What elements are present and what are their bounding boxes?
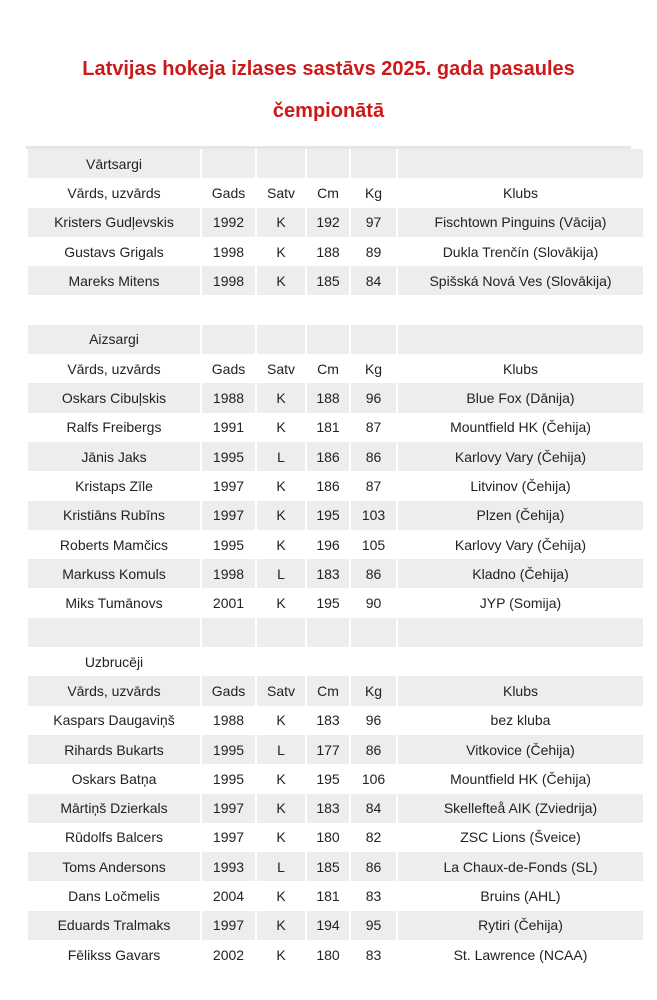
col-year-header: Gads [201, 354, 256, 383]
col-year-header: Gads [201, 178, 256, 207]
player-name: Kristiāns Rubīns [27, 501, 201, 530]
player-club: Kladno (Čehija) [397, 559, 644, 588]
player-height: 186 [306, 471, 350, 500]
player-height: 192 [306, 208, 350, 237]
player-height: 183 [306, 706, 350, 735]
player-grip: K [256, 530, 306, 559]
player-club: Karlovy Vary (Čehija) [397, 530, 644, 559]
table-row [27, 764, 644, 793]
player-grip: L [256, 852, 306, 881]
player-height: 195 [306, 501, 350, 530]
player-name: Miks Tumānovs [27, 588, 201, 617]
player-name: Fēlikss Gavars [27, 940, 201, 969]
player-height: 188 [306, 383, 350, 412]
col-club-header: Klubs [397, 178, 644, 207]
player-name: Jānis Jaks [27, 442, 201, 471]
table-row [27, 911, 644, 940]
table-row [27, 471, 644, 500]
player-year: 1998 [201, 237, 256, 266]
player-height: 188 [306, 237, 350, 266]
col-weight-header: Kg [350, 178, 397, 207]
empty-cell [256, 295, 306, 324]
roster-body [27, 149, 644, 969]
player-weight: 84 [350, 794, 397, 823]
player-weight: 97 [350, 208, 397, 237]
player-grip: K [256, 501, 306, 530]
player-club: Spišská Nová Ves (Slovākija) [397, 266, 644, 295]
player-weight: 86 [350, 559, 397, 588]
empty-cell [306, 647, 350, 676]
player-year: 1991 [201, 413, 256, 442]
player-club: Dukla Trenčín (Slovākija) [397, 237, 644, 266]
player-year: 1998 [201, 559, 256, 588]
player-grip: K [256, 706, 306, 735]
player-weight: 95 [350, 911, 397, 940]
player-grip: K [256, 237, 306, 266]
table-row [27, 413, 644, 442]
col-name-header: Vārds, uzvārds [27, 676, 201, 705]
player-weight: 86 [350, 442, 397, 471]
section-heading [27, 149, 644, 178]
table-row [27, 237, 644, 266]
player-year: 1995 [201, 764, 256, 793]
page-title [0, 0, 657, 132]
player-grip: L [256, 442, 306, 471]
player-name: Kristaps Zīle [27, 471, 201, 500]
player-club: Fischtown Pinguins (Vācija) [397, 208, 644, 237]
section-heading [27, 325, 644, 354]
empty-cell [397, 325, 644, 354]
player-height: 180 [306, 940, 350, 969]
empty-cell [27, 295, 201, 324]
player-weight: 86 [350, 852, 397, 881]
empty-cell [201, 618, 256, 647]
player-weight: 83 [350, 940, 397, 969]
player-name: Ralfs Freibergs [27, 413, 201, 442]
player-year: 1997 [201, 823, 256, 852]
table-row [27, 501, 644, 530]
player-club: Plzen (Čehija) [397, 501, 644, 530]
player-year: 1995 [201, 442, 256, 471]
empty-cell [350, 647, 397, 676]
table-header-row [27, 178, 644, 207]
table-row [27, 940, 644, 969]
empty-cell [201, 295, 256, 324]
player-year: 2002 [201, 940, 256, 969]
table-header-row [27, 354, 644, 383]
col-weight-header: Kg [350, 354, 397, 383]
player-grip: K [256, 588, 306, 617]
empty-cell [306, 618, 350, 647]
player-grip: K [256, 794, 306, 823]
empty-cell [256, 647, 306, 676]
player-year: 1992 [201, 208, 256, 237]
player-height: 195 [306, 588, 350, 617]
player-grip: K [256, 208, 306, 237]
player-weight: 83 [350, 881, 397, 910]
player-weight: 87 [350, 413, 397, 442]
player-year: 1988 [201, 706, 256, 735]
player-name: Rihards Bukarts [27, 735, 201, 764]
empty-cell [306, 149, 350, 178]
section-heading [27, 647, 644, 676]
empty-cell [397, 647, 644, 676]
empty-cell [201, 325, 256, 354]
player-height: 196 [306, 530, 350, 559]
player-weight: 86 [350, 735, 397, 764]
player-year: 1995 [201, 735, 256, 764]
empty-cell [256, 325, 306, 354]
player-height: 177 [306, 735, 350, 764]
player-grip: K [256, 911, 306, 940]
player-weight: 103 [350, 501, 397, 530]
player-height: 181 [306, 881, 350, 910]
player-height: 180 [306, 823, 350, 852]
player-grip: K [256, 413, 306, 442]
table-row [27, 530, 644, 559]
table-row [27, 208, 644, 237]
empty-cell [256, 149, 306, 178]
empty-cell [397, 295, 644, 324]
player-name: Roberts Mamčics [27, 530, 201, 559]
player-year: 1998 [201, 266, 256, 295]
player-year: 1988 [201, 383, 256, 412]
col-year-header: Gads [201, 676, 256, 705]
empty-cell [350, 295, 397, 324]
spacer-row [27, 295, 644, 324]
section-title: Aizsargi [27, 325, 201, 354]
title-line-1: Latvijas hokeja izlases sastāvs 2025. gada pasaules [82, 58, 575, 80]
col-club-header: Klubs [397, 354, 644, 383]
col-club-header: Klubs [397, 676, 644, 705]
section-title: Uzbrucēji [27, 647, 201, 676]
player-weight: 82 [350, 823, 397, 852]
title-line-2: čempionātā [272, 100, 385, 122]
player-name: Rūdolfs Balcers [27, 823, 201, 852]
col-weight-header: Kg [350, 676, 397, 705]
spacer-row [27, 618, 644, 647]
empty-cell [306, 295, 350, 324]
player-weight: 96 [350, 383, 397, 412]
player-name: Markuss Komuls [27, 559, 201, 588]
empty-cell [27, 618, 201, 647]
player-grip: K [256, 383, 306, 412]
player-club: Bruins (AHL) [397, 881, 644, 910]
player-year: 1997 [201, 471, 256, 500]
player-name: Mareks Mitens [27, 266, 201, 295]
player-club: Litvinov (Čehija) [397, 471, 644, 500]
table-row [27, 559, 644, 588]
col-height-header: Cm [306, 676, 350, 705]
player-height: 183 [306, 559, 350, 588]
player-name: Gustavs Grigals [27, 237, 201, 266]
player-club: Vitkovice (Čehija) [397, 735, 644, 764]
empty-cell [201, 647, 256, 676]
player-year: 1997 [201, 794, 256, 823]
empty-cell [350, 325, 397, 354]
empty-cell [350, 149, 397, 178]
player-height: 185 [306, 852, 350, 881]
player-grip: K [256, 266, 306, 295]
player-height: 186 [306, 442, 350, 471]
player-name: Toms Andersons [27, 852, 201, 881]
table-row [27, 852, 644, 881]
col-grip-header: Satv [256, 178, 306, 207]
player-weight: 96 [350, 706, 397, 735]
player-weight: 90 [350, 588, 397, 617]
player-club: La Chaux-de-Fonds (SL) [397, 852, 644, 881]
player-weight: 84 [350, 266, 397, 295]
empty-cell [306, 325, 350, 354]
table-row [27, 706, 644, 735]
player-grip: K [256, 764, 306, 793]
player-weight: 105 [350, 530, 397, 559]
player-weight: 89 [350, 237, 397, 266]
player-name: Oskars Cibuļskis [27, 383, 201, 412]
empty-cell [201, 149, 256, 178]
player-club: Blue Fox (Dānija) [397, 383, 644, 412]
player-club: Mountfield HK (Čehija) [397, 413, 644, 442]
player-name: Eduards Tralmaks [27, 911, 201, 940]
table-row [27, 442, 644, 471]
player-year: 2001 [201, 588, 256, 617]
empty-cell [256, 618, 306, 647]
player-weight: 87 [350, 471, 397, 500]
table-row [27, 266, 644, 295]
player-year: 1997 [201, 501, 256, 530]
player-year: 1993 [201, 852, 256, 881]
player-height: 183 [306, 794, 350, 823]
section-title: Vārtsargi [27, 149, 201, 178]
player-grip: K [256, 940, 306, 969]
player-height: 181 [306, 413, 350, 442]
player-year: 1995 [201, 530, 256, 559]
player-club: Rytiri (Čehija) [397, 911, 644, 940]
player-name: Dans Ločmelis [27, 881, 201, 910]
table-row [27, 881, 644, 910]
empty-cell [397, 618, 644, 647]
player-club: Skellefteå AIK (Zviedrija) [397, 794, 644, 823]
player-year: 1997 [201, 911, 256, 940]
col-grip-header: Satv [256, 676, 306, 705]
player-grip: L [256, 735, 306, 764]
player-grip: K [256, 823, 306, 852]
table-row [27, 735, 644, 764]
player-name: Kaspars Daugaviņš [27, 706, 201, 735]
table-row [27, 383, 644, 412]
player-height: 194 [306, 911, 350, 940]
player-height: 185 [306, 266, 350, 295]
player-grip: L [256, 559, 306, 588]
player-club: St. Lawrence (NCAA) [397, 940, 644, 969]
player-name: Kristers Gudļevskis [27, 208, 201, 237]
empty-cell [397, 149, 644, 178]
player-weight: 106 [350, 764, 397, 793]
player-name: Mārtiņš Dzierkals [27, 794, 201, 823]
col-height-header: Cm [306, 354, 350, 383]
roster-table [26, 149, 645, 969]
empty-cell [350, 618, 397, 647]
player-year: 2004 [201, 881, 256, 910]
col-grip-header: Satv [256, 354, 306, 383]
player-club: ZSC Lions (Šveice) [397, 823, 644, 852]
col-name-header: Vārds, uzvārds [27, 354, 201, 383]
player-club: JYP (Somija) [397, 588, 644, 617]
player-grip: K [256, 471, 306, 500]
table-row [27, 588, 644, 617]
player-name: Oskars Batņa [27, 764, 201, 793]
table-row [27, 794, 644, 823]
player-club: Karlovy Vary (Čehija) [397, 442, 644, 471]
table-row [27, 823, 644, 852]
player-grip: K [256, 881, 306, 910]
table-header-row [27, 676, 644, 705]
player-club: Mountfield HK (Čehija) [397, 764, 644, 793]
col-height-header: Cm [306, 178, 350, 207]
player-height: 195 [306, 764, 350, 793]
col-name-header: Vārds, uzvārds [27, 178, 201, 207]
player-club: bez kluba [397, 706, 644, 735]
